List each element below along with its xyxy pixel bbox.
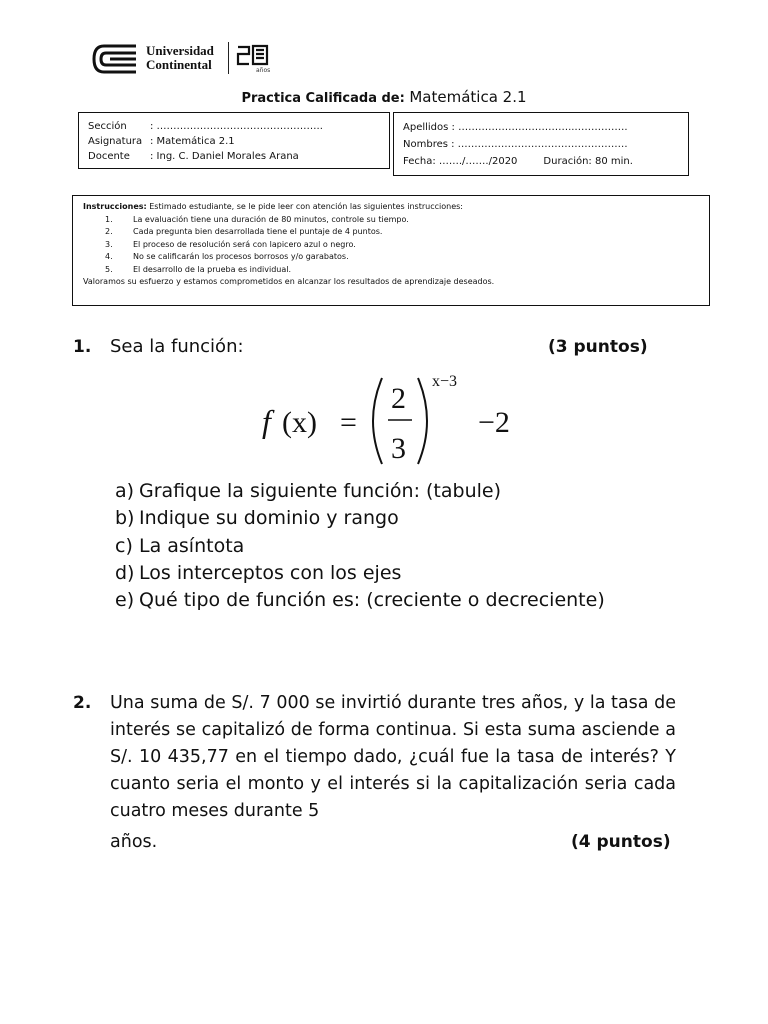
exam-title-subject: Matemática 2.1 [409, 88, 527, 106]
seccion-label: Sección [88, 121, 127, 132]
item-text: Grafique la siguiente función: (tabule) [139, 480, 502, 502]
formula-left-paren [373, 378, 382, 464]
duracion-field: Duración: 80 min. [543, 156, 633, 167]
item-text: Indique su dominio y rango [139, 507, 399, 529]
instruction-number: 4. [105, 252, 113, 261]
instruction-text: La evaluación tiene una duración de 80 minutos, controle su tiempo. [133, 214, 409, 224]
course-info-box [78, 112, 390, 169]
question-2-text: Una suma de S/. 7 000 se invirtió durante tres años, y la tasa de interés se capitalizó de forma continua. Si esta suma asciende a S/. 10 435,77 en el tiempo dado, ¿cuál fue la tasa de interés? Y cuanto seria el monto y el interés si la capitalización seria cada cuatro meses durante 5 [110, 693, 676, 821]
question-2-number: 2. [73, 693, 92, 713]
formula-numerator: 2 [391, 382, 406, 415]
seccion-row [88, 119, 380, 134]
seccion-value: : ………………………………………….. [150, 121, 323, 132]
university-logo-icon [90, 42, 140, 76]
fecha-duracion-row [403, 153, 679, 170]
item-marker: e) [115, 589, 135, 611]
instruction-text: No se calificarán los procesos borrosos y/o garabatos. [133, 252, 349, 261]
formula-equals: = [340, 406, 357, 439]
formula-exponent: x−3 [432, 373, 458, 390]
logo-years-caption: años [256, 67, 271, 74]
instruction-number: 5. [105, 264, 113, 274]
exam-title-prefix: Practica Calificada de: [241, 91, 405, 106]
logo-line-1: Universidad [146, 43, 214, 58]
function-formula [260, 370, 540, 470]
logo-divider [228, 42, 229, 74]
instruction-text: El desarrollo de la prueba es individual. [133, 264, 292, 274]
student-info-box [393, 112, 689, 176]
instruction-item [83, 264, 699, 277]
question-1-item-e [115, 589, 605, 611]
logo-line-2: Continental [146, 57, 212, 72]
instruction-item [83, 251, 699, 264]
instruction-item [83, 239, 699, 252]
instructions-closing: Valoramos su esfuerzo y estamos comprometidos en alcanzar los resultados de aprendizaje deseados. [83, 277, 495, 286]
item-marker: c) [115, 535, 133, 557]
instructions-title: Instrucciones: [83, 202, 147, 211]
formula-denominator: 3 [391, 432, 406, 465]
item-text: Los interceptos con los ejes [139, 562, 402, 584]
asignatura-label: Asignatura [88, 136, 143, 147]
fecha-field: Fecha: ……./……./2020 [403, 156, 518, 167]
instructions-intro: Estimado estudiante, se le pide leer con atención las siguientes instrucciones: [149, 202, 463, 211]
nombres-field: Nombres : …………………………………………… [403, 139, 628, 150]
docente-value: : Ing. C. Daniel Morales Arana [150, 151, 299, 162]
asignatura-value: : Matemática 2.1 [150, 136, 235, 147]
question-1-points: (3 puntos) [548, 337, 648, 357]
instructions-box [72, 195, 710, 306]
instruction-number: 3. [105, 239, 113, 249]
item-text: Qué tipo de función es: (creciente o decreciente) [139, 589, 605, 611]
instructions-header [83, 201, 699, 214]
instruction-item [83, 214, 699, 227]
instructions-list [83, 214, 699, 277]
instruction-number: 2. [105, 227, 113, 236]
question-2-text-end: años. [110, 832, 158, 852]
question-1-item-b [115, 507, 399, 529]
formula-tail: −2 [478, 406, 510, 439]
formula-f: f [262, 403, 271, 439]
item-marker: a) [115, 480, 135, 502]
formula-arg: (x) [282, 406, 317, 439]
docente-row [88, 149, 380, 164]
apellidos-field: Apellidos : ……………………………..……………. [403, 122, 628, 133]
instruction-item [83, 226, 699, 239]
question-1-item-c [115, 535, 244, 557]
formula-right-paren [418, 378, 427, 464]
docente-label: Docente [88, 151, 130, 162]
logo-wordmark [146, 44, 214, 72]
question-1-item-d [115, 562, 401, 584]
item-marker: d) [115, 562, 135, 584]
exam-title [0, 88, 768, 106]
instruction-text: Cada pregunta bien desarrollada tiene el puntaje de 4 puntos. [133, 227, 383, 236]
asignatura-row [88, 134, 380, 149]
question-1-number: 1. [73, 337, 92, 357]
item-text: La asíntota [139, 535, 245, 557]
question-2-points: (4 puntos) [571, 832, 671, 852]
instruction-text: El proceso de resolución será con lapicero azul o negro. [133, 239, 356, 249]
instruction-number: 1. [105, 214, 113, 224]
anniversary-20-icon [236, 42, 270, 68]
item-marker: b) [115, 507, 135, 529]
question-1-text: Sea la función: [110, 336, 244, 357]
question-1-item-a [115, 480, 501, 502]
